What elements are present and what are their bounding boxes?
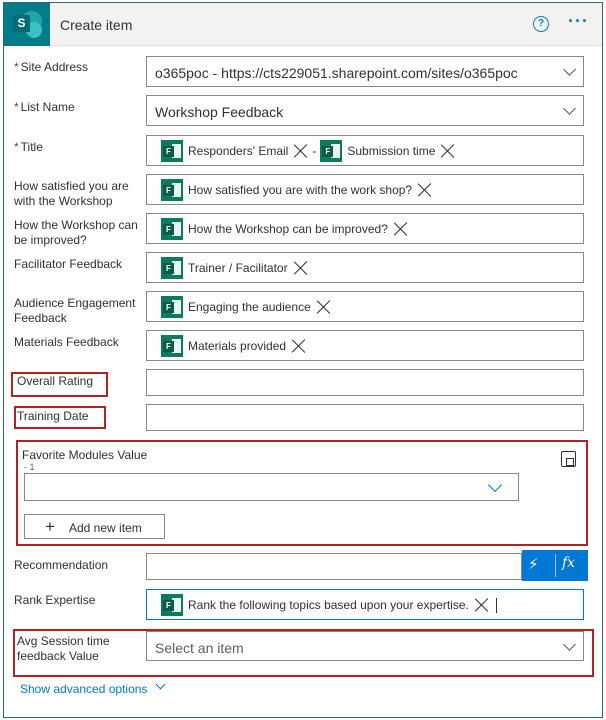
chevron-down-icon	[488, 478, 502, 492]
training-date-input[interactable]	[146, 404, 584, 431]
title-field[interactable]	[146, 135, 584, 166]
required-marker: *	[14, 140, 19, 154]
recommendation-label: Recommendation	[14, 558, 109, 572]
satisfied-field[interactable]	[146, 174, 584, 205]
token-audience[interactable]: F Engaging the audience	[161, 295, 333, 319]
remove-token-icon[interactable]	[292, 142, 310, 160]
materials-field[interactable]	[146, 330, 584, 361]
microsoft-forms-icon: F	[161, 296, 183, 318]
overall-rating-label: Overall Rating	[17, 374, 94, 388]
token-satisfied[interactable]: F How satisfied you are with the work shop?	[161, 178, 434, 202]
ellipsis-icon[interactable]: ···	[568, 11, 589, 31]
list-name-dropdown[interactable]	[146, 95, 584, 126]
dynamic-content-icon[interactable]: ⚡	[528, 556, 539, 573]
remove-token-icon[interactable]	[315, 298, 333, 316]
rank-expertise-label: Rank Expertise	[14, 593, 96, 607]
chevron-down-icon	[563, 102, 576, 115]
chevron-down-icon	[563, 63, 576, 76]
site-address-dropdown[interactable]	[146, 56, 584, 87]
card-title: Create item	[60, 17, 133, 33]
avg-session-placeholder: Select an item	[155, 640, 244, 656]
site-address-value: o365poc - https://cts229051.sharepoint.com/sites/o365poc	[155, 65, 518, 81]
expression-fx-icon[interactable]: fx	[562, 555, 576, 571]
remove-token-icon[interactable]	[290, 337, 308, 355]
token-responders-email[interactable]: F Responders' Email - F Submission time	[161, 139, 457, 163]
remove-token-icon[interactable]	[473, 596, 491, 614]
audience-field[interactable]	[146, 291, 584, 322]
favorite-modules-label: Favorite Modules Value	[22, 448, 148, 462]
overall-rating-input[interactable]	[146, 369, 584, 396]
switch-to-array-icon[interactable]	[561, 451, 576, 467]
microsoft-forms-icon: F	[161, 218, 183, 240]
card-header[interactable]	[4, 3, 602, 46]
remove-token-icon[interactable]	[392, 220, 410, 238]
chevron-down-icon	[563, 638, 576, 651]
token-facilitator[interactable]: F Trainer / Facilitator	[161, 256, 310, 280]
token-rank-expertise[interactable]: F Rank the following topics based upon your expertise.	[161, 593, 497, 617]
question-circle-icon[interactable]: ?	[533, 16, 549, 32]
avg-session-label: Avg Session time feedback Value	[17, 634, 110, 663]
remove-token-icon[interactable]	[292, 259, 310, 277]
token-materials[interactable]: F Materials provided	[161, 334, 308, 358]
plus-icon: +	[45, 517, 55, 536]
facilitator-field[interactable]	[146, 252, 584, 283]
satisfied-label: How satisfied you are with the Workshop	[14, 179, 129, 208]
microsoft-forms-icon: F	[161, 179, 183, 201]
microsoft-forms-icon: F	[320, 140, 342, 162]
facilitator-label: Facilitator Feedback	[14, 257, 123, 271]
microsoft-forms-icon: F	[161, 257, 183, 279]
training-date-label: Training Date	[17, 409, 89, 423]
list-name-value: Workshop Feedback	[155, 104, 284, 120]
add-new-item-button[interactable]: + Add new item	[24, 514, 165, 539]
site-address-label: * Site Address	[14, 60, 89, 74]
sharepoint-icon: S	[4, 3, 50, 46]
title-label: * Title	[14, 140, 43, 154]
token-separator: -	[312, 144, 317, 158]
rank-expertise-field[interactable]	[146, 589, 584, 620]
materials-label: Materials Feedback	[14, 335, 119, 349]
show-advanced-options-link[interactable]: Show advanced options	[20, 682, 148, 696]
required-marker: *	[14, 100, 19, 114]
required-marker: *	[14, 60, 19, 74]
microsoft-forms-icon: F	[161, 594, 183, 616]
remove-token-icon[interactable]	[439, 142, 457, 160]
favorite-modules-index: - 1	[24, 462, 35, 472]
microsoft-forms-icon: F	[161, 335, 183, 357]
audience-label: Audience Engagement Feedback	[14, 296, 136, 325]
list-name-label: * List Name	[14, 100, 75, 114]
improved-field[interactable]	[146, 213, 584, 244]
favorite-modules-dropdown[interactable]	[24, 473, 519, 501]
improved-label: How the Workshop can be improved?	[14, 218, 138, 247]
remove-token-icon[interactable]	[416, 181, 434, 199]
avg-session-dropdown[interactable]	[146, 631, 584, 661]
toolbox-divider	[555, 554, 556, 577]
microsoft-forms-icon: F	[161, 140, 183, 162]
token-improved[interactable]: F How the Workshop can be improved?	[161, 217, 410, 241]
recommendation-input[interactable]	[146, 553, 522, 580]
expression-toolbox	[522, 550, 588, 581]
text-caret	[496, 598, 497, 613]
